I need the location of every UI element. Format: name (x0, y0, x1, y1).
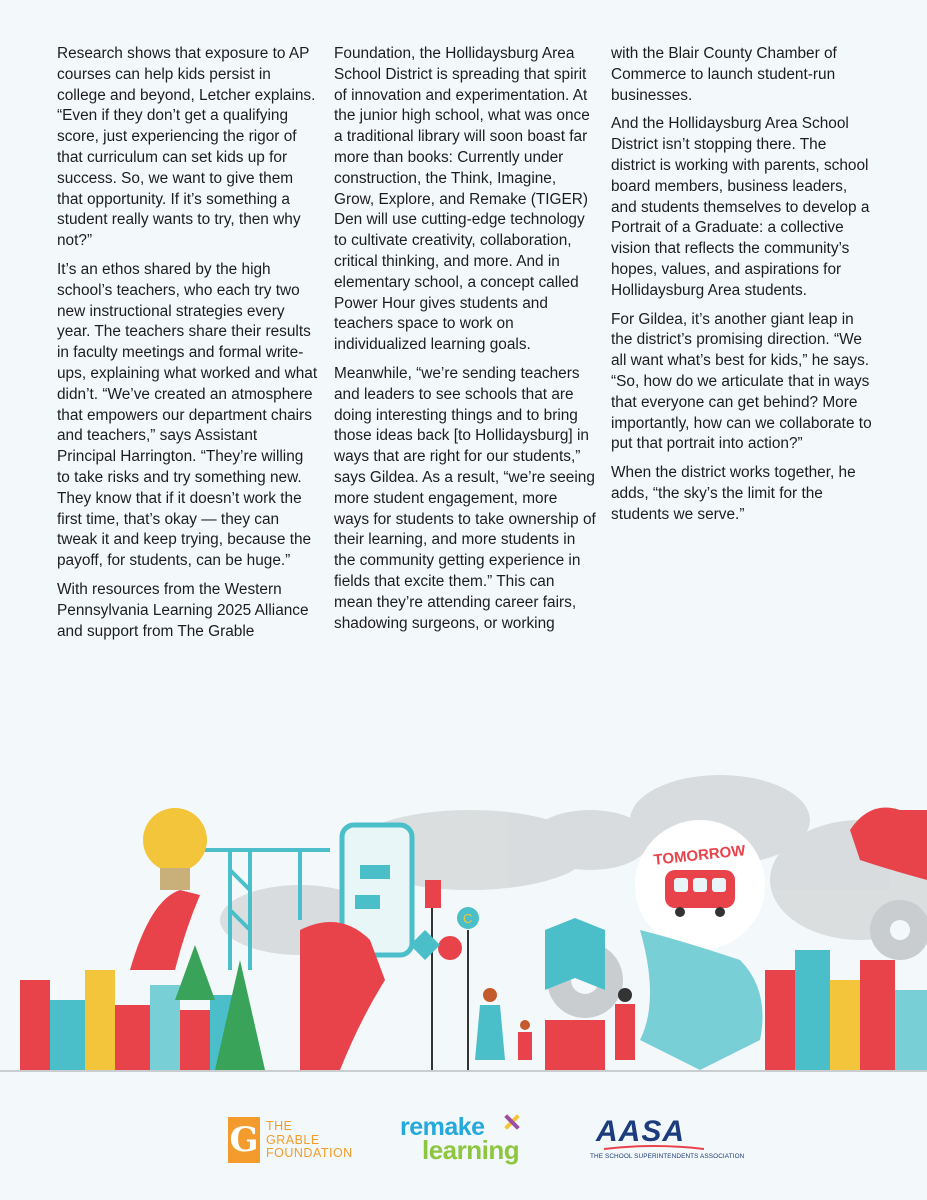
paragraph: When the district works together, he adds, “the sky’s the limit for the students we serve.” (611, 464, 856, 523)
grable-line: FOUNDATION (266, 1146, 353, 1160)
aasa-tagline: THE SCHOOL SUPERINTENDENTS ASSOCIATION (590, 1153, 745, 1160)
article-column-3 (611, 44, 873, 534)
paragraph: And the Hollidaysburg Area School District isn’t stopping there. The district is working with parents, school board members, business leaders, and students themselves to develop a Portrait of a Graduate: a collective vision that reflects the community’s hopes, values, and aspirations for Hollidaysburg Area students. (611, 115, 870, 299)
grable-line: GRABLE (266, 1132, 320, 1147)
tomorrow-badge (635, 820, 765, 950)
community-illustration (0, 770, 927, 1085)
grable-mark-icon: G (228, 1117, 260, 1163)
sign-label: C (463, 911, 473, 926)
learning-word: learning (422, 1135, 520, 1165)
hand-shape (640, 930, 763, 1070)
block (545, 1020, 605, 1070)
road-signs (410, 880, 479, 1070)
aasa-swoosh-icon (604, 1145, 704, 1151)
grable-wordmark (266, 1117, 353, 1161)
paragraph: Foundation, the Hollidaysburg Area School District is spreading that spirit of innovation and experimentation. At the junior high school, what was once a traditional library will soon boast far more than books: Currently under construction, the Think, Imagine, Grow, Explore, and Remake (TIGER) Den will use cutting-edge technology to cultivate creativity, collaboration, critical thinking, and more. And in elementary school, a concept called Power Hour gives students and teachers space to work on individualized learning goals. (334, 45, 590, 354)
paragraph: Research shows that exposure to AP courses can help kids persist in college and beyond, Letcher explains. “Even if they don’t get a qualifying score, just experiencing the rigor of that curriculum can set kids up for success. So, we want to give them that opportunity. If it’s something a student really wants to try, then why not?” (57, 45, 316, 250)
aasa-logo (590, 1115, 745, 1167)
grable-line: THE (266, 1119, 293, 1133)
article-body (57, 44, 877, 684)
houses-right (765, 950, 927, 1070)
grable-foundation-logo (228, 1117, 353, 1163)
remake-learning-logo (400, 1113, 550, 1169)
aasa-wordmark: AASA (596, 1115, 686, 1148)
paragraph: It’s an ethos shared by the high school’s teachers, who each try two new instructional strategies every year. The teachers share their results in faculty meetings and formal write-ups, explaining what worked and what didn’t. “We’ve created an atmosphere that empowers our department chairs and teachers,” says Assistant Principal Harrington. “They’re willing to take risks and try something new. They know that if it doesn’t work the first time, that’s okay — they can tweak it and keep trying, because the payoff, for students, can be huge.” (57, 260, 318, 570)
paragraph: For Gildea, it’s another giant leap in the district’s promising direction. “We all want what’s best for kids,” he says. “So, how do we articulate that in ways that everyone can get behind? More importantly, how can we collaborate to put that portrait into action?” (611, 310, 872, 453)
paragraph: With resources from the Western Pennsylvania Learning 2025 Alliance and support from The Grable (57, 580, 309, 640)
remake-word: remake (400, 1113, 485, 1141)
paragraph: Meanwhile, “we’re sending teachers and leaders to see schools that are doing interesting things and to bring those ideas back [to Hollidaysburg] in ways that are right for our students,” says Gildea. As a result, “we’re seeing more student engagement, more ways for students to take ownership of their learning, and more students in the community getting experience in fields that excite them.” This can mean they’re attending career fairs, shadowing surgeons, or working (334, 364, 596, 632)
article-column-1 (57, 44, 319, 650)
lightbulb-icon (143, 808, 207, 890)
paragraph: with the Blair County Chamber of Commerce to launch student-run businesses. (611, 45, 837, 104)
badge-label: TOMORROW (652, 842, 747, 869)
article-column-2 (334, 44, 596, 642)
hand-shape (130, 890, 200, 970)
sponsor-logos (0, 1105, 927, 1175)
remake-x-icon (503, 1113, 521, 1131)
